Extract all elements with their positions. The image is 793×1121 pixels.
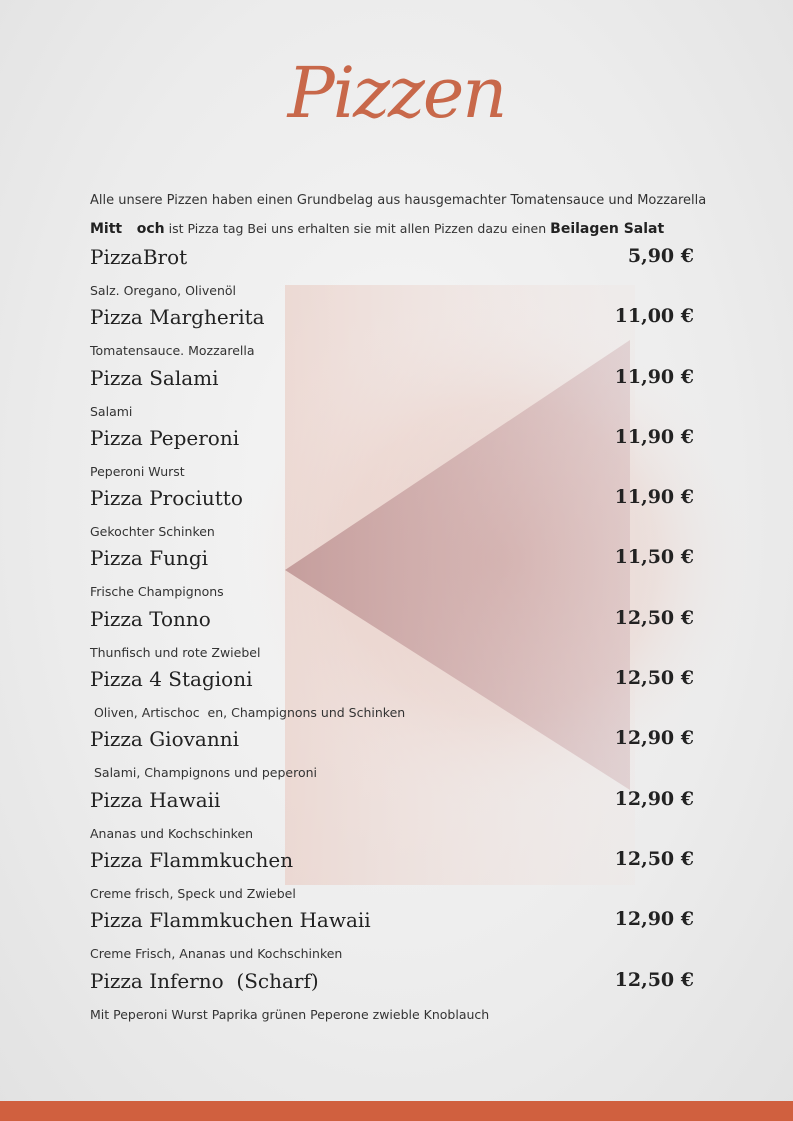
menu-item (90, 908, 700, 968)
item-name: Pizza Inferno (Scharf) (90, 968, 319, 993)
menu-item (90, 245, 700, 305)
item-price: 12,90 € (614, 787, 694, 810)
item-price: 11,90 € (614, 425, 694, 448)
item-price: 12,50 € (614, 968, 694, 991)
item-name: Pizza Peperoni (90, 425, 240, 450)
item-description: Salami (90, 403, 133, 419)
menu-item (90, 486, 700, 546)
item-price: 5,90 € (627, 245, 694, 267)
item-price: 12,90 € (614, 908, 694, 931)
menu-item (90, 366, 700, 426)
item-description: Ananas und Kochschinken (90, 825, 254, 841)
item-name: Pizza Hawaii (90, 787, 221, 812)
intro-daily-offer (90, 221, 664, 237)
item-description: Oliven, Artischoc en, Champignons und Schinken (90, 705, 406, 721)
intro-salad: Beilagen Salat (550, 221, 665, 237)
footer-bar (0, 1101, 793, 1121)
menu-item (90, 788, 700, 848)
item-price: 11,90 € (614, 486, 694, 509)
item-name: Pizza Prociutto (90, 486, 243, 511)
menu-item (90, 969, 700, 1029)
item-name: Pizza Flammkuchen Hawaii (90, 908, 371, 933)
item-price: 11,00 € (614, 305, 694, 328)
menu-item (90, 667, 700, 727)
menu-item (90, 305, 700, 365)
item-description: Salz. Oregano, Olivenöl (90, 283, 236, 298)
item-description: Peperoni Wurst (90, 463, 185, 479)
item-description: Gekochter Schinken (90, 524, 215, 540)
menu-list (90, 245, 700, 1029)
item-price: 12,50 € (614, 847, 694, 870)
menu-item (90, 546, 700, 606)
item-description: Thunfisch und rote Zwiebel (90, 644, 261, 660)
item-name: Pizza Giovanni (90, 727, 240, 752)
item-name: Pizza Fungi (90, 546, 209, 571)
item-name: PizzaBrot (90, 245, 188, 269)
item-name: Pizza Tonno (90, 606, 211, 631)
item-name: Pizza Margherita (90, 305, 265, 330)
menu-item (90, 848, 700, 908)
item-price: 11,90 € (614, 365, 694, 388)
item-description: Mit Peperoni Wurst Paprika grünen Peperone zwieble Knoblauch (90, 1006, 490, 1022)
menu-item (90, 607, 700, 667)
item-name: Pizza Salami (90, 365, 219, 390)
item-price: 12,90 € (614, 727, 694, 750)
intro-day: Mitt och (90, 221, 165, 237)
menu-item (90, 426, 700, 486)
item-description: Creme Frisch, Ananas und Kochschinken (90, 946, 343, 962)
item-description: Tomatensauce. Mozzarella (90, 343, 255, 359)
item-price: 11,50 € (614, 546, 694, 569)
item-description: Frische Champignons (90, 584, 224, 600)
item-name: Pizza 4 Stagioni (90, 667, 253, 692)
page-title: Pizzen (287, 52, 506, 134)
item-description: Salami, Champignons und peperoni (90, 765, 318, 781)
item-name: Pizza Flammkuchen (90, 847, 294, 872)
intro-text: Alle unsere Pizzen haben einen Grundbelag aus hausgemachter Tomatensauce und Mozzarella (90, 193, 707, 208)
item-price: 12,50 € (614, 667, 694, 690)
item-price: 12,50 € (614, 606, 694, 629)
item-description: Creme frisch, Speck und Zwiebel (90, 885, 296, 901)
intro-middle: ist Pizza tag Bei uns erhalten sie mit allen Pizzen dazu einen (164, 221, 551, 236)
menu-item (90, 727, 700, 787)
